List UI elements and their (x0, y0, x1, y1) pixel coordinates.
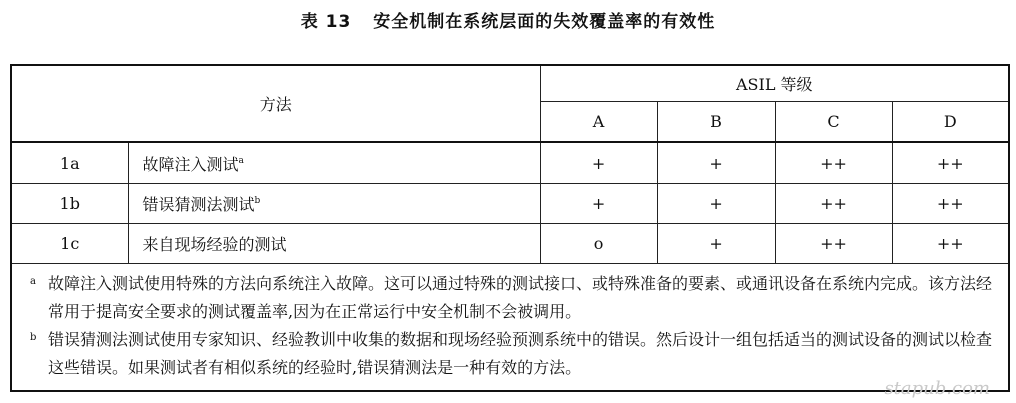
asil-level-d: D (892, 102, 1009, 143)
method-name: 故障注入测试$^a$ (128, 142, 540, 184)
asil-level-a: A (540, 102, 657, 143)
footnote-mark: a (30, 276, 36, 287)
rating-d: ++ (892, 224, 1009, 264)
table-row (11, 184, 1009, 224)
row-id: 1a (11, 142, 128, 184)
table-row (11, 224, 1009, 264)
footnote-text: 错误猜测法测试使用专家知识、经验教训中收集的数据和现场经验预测系统中的错误。然后设计一组包括适当的测试设备的测试以检查这些错误。如果测试者有相似系统的经验时,错误猜测法是一种有效的方法。 (48, 330, 993, 377)
rating-c: ++ (775, 142, 892, 184)
footnote-b (30, 326, 1000, 382)
table-caption: 安全机制在系统层面的失效覆盖率的有效性 (373, 12, 716, 32)
rating-a: o (540, 224, 657, 264)
rating-b: + (657, 224, 775, 264)
table-row (11, 142, 1009, 184)
asil-table (10, 64, 1010, 392)
row-id: 1c (11, 224, 128, 264)
footnote-text: 故障注入测试使用特殊的方法向系统注入故障。这可以通过特殊的测试接口、或特殊准备的要素、或通讯设备在系统内完成。该方法经常用于提高安全要求的测试覆盖率,因为在正常运行中安全机制不会被调用。 (48, 274, 993, 321)
table-title (0, 7, 1016, 32)
asil-header: ASIL 等级 (540, 65, 1009, 102)
watermark: stapub.com (884, 378, 990, 399)
rating-d: ++ (892, 142, 1009, 184)
rating-c: ++ (775, 184, 892, 224)
rating-b: + (657, 184, 775, 224)
row-id: 1b (11, 184, 128, 224)
method-name: 错误猜测法测试$^b$ (128, 184, 540, 224)
rating-b: + (657, 142, 775, 184)
rating-a: + (540, 142, 657, 184)
rating-d: ++ (892, 184, 1009, 224)
table-notes (11, 264, 1009, 392)
rating-a: + (540, 184, 657, 224)
asil-level-c: C (775, 102, 892, 143)
rating-c: ++ (775, 224, 892, 264)
asil-level-b: B (657, 102, 775, 143)
footnote-mark: b (30, 332, 37, 343)
table-number: 表 13 (300, 12, 352, 32)
method-name: 来自现场经验的测试 (128, 224, 540, 264)
footnote-a (30, 270, 1000, 326)
method-header: 方法 (11, 65, 540, 142)
